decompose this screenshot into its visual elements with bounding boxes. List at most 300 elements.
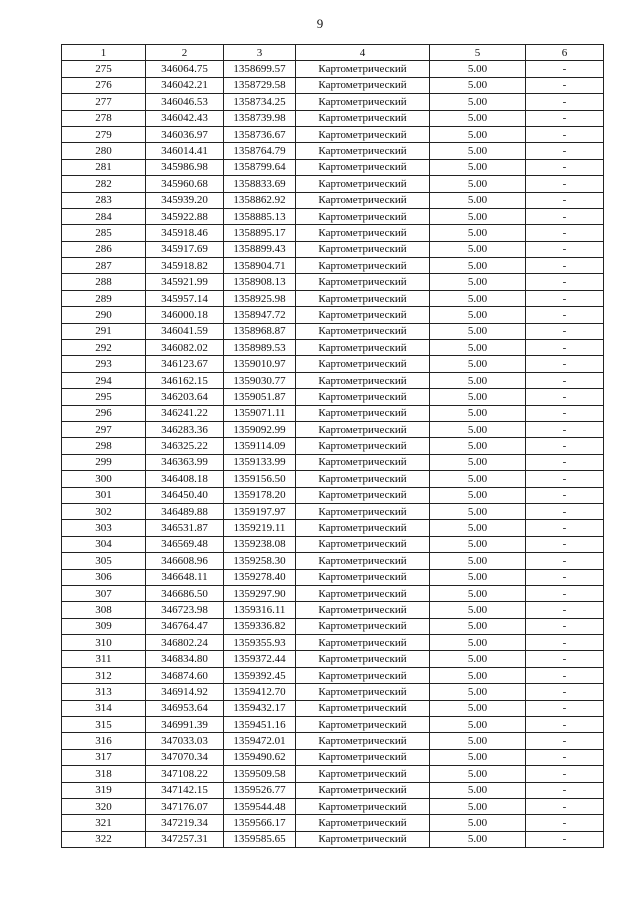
coordinates-table [61,44,604,848]
description-cell: - [526,569,604,585]
method-cell: Картометрический [296,569,430,585]
description-cell: - [526,585,604,601]
method-cell: Картометрический [296,356,430,372]
table-row [62,487,604,503]
y-coordinate-cell: 1359114.09 [224,438,296,454]
description-cell: - [526,700,604,716]
description-cell: - [526,602,604,618]
y-coordinate-cell: 1359412.70 [224,684,296,700]
accuracy-cell: 5.00 [430,159,526,175]
column-header: 6 [526,45,604,61]
point-number-cell: 318 [62,766,146,782]
description-cell: - [526,340,604,356]
point-number-cell: 304 [62,536,146,552]
table-row [62,815,604,831]
accuracy-cell: 5.00 [430,798,526,814]
description-cell: - [526,717,604,733]
point-number-cell: 298 [62,438,146,454]
x-coordinate-cell: 346608.96 [146,553,224,569]
accuracy-cell: 5.00 [430,635,526,651]
page-number: 9 [316,16,324,31]
x-coordinate-cell: 347257.31 [146,831,224,847]
method-cell: Картометрический [296,340,430,356]
x-coordinate-cell: 345939.20 [146,192,224,208]
accuracy-cell: 5.00 [430,143,526,159]
description-cell: - [526,733,604,749]
y-coordinate-cell: 1359451.16 [224,717,296,733]
description-cell: - [526,471,604,487]
method-cell: Картометрический [296,225,430,241]
accuracy-cell: 5.00 [430,340,526,356]
table-row [62,208,604,224]
method-cell: Картометрический [296,143,430,159]
point-number-cell: 284 [62,208,146,224]
point-number-cell: 276 [62,77,146,93]
x-coordinate-cell: 347070.34 [146,749,224,765]
table-row [62,618,604,634]
accuracy-cell: 5.00 [430,569,526,585]
table-row [62,667,604,683]
y-coordinate-cell: 1359278.40 [224,569,296,585]
description-cell: - [526,684,604,700]
method-cell: Картометрический [296,684,430,700]
table-row [62,290,604,306]
method-cell: Картометрический [296,389,430,405]
y-coordinate-cell: 1359544.48 [224,798,296,814]
point-number-cell: 309 [62,618,146,634]
table-row [62,553,604,569]
x-coordinate-cell: 346041.59 [146,323,224,339]
point-number-cell: 314 [62,700,146,716]
description-cell: - [526,372,604,388]
y-coordinate-cell: 1359372.44 [224,651,296,667]
method-cell: Картометрический [296,520,430,536]
table-row [62,225,604,241]
method-cell: Картометрический [296,749,430,765]
description-cell: - [526,782,604,798]
table-row [62,340,604,356]
accuracy-cell: 5.00 [430,503,526,519]
x-coordinate-cell: 345921.99 [146,274,224,290]
y-coordinate-cell: 1358764.79 [224,143,296,159]
point-number-cell: 310 [62,635,146,651]
x-coordinate-cell: 346489.88 [146,503,224,519]
y-coordinate-cell: 1358862.92 [224,192,296,208]
description-cell: - [526,192,604,208]
description-cell: - [526,766,604,782]
point-number-cell: 288 [62,274,146,290]
method-cell: Картометрический [296,798,430,814]
accuracy-cell: 5.00 [430,405,526,421]
method-cell: Картометрический [296,192,430,208]
point-number-cell: 312 [62,667,146,683]
method-cell: Картометрический [296,815,430,831]
point-number-cell: 294 [62,372,146,388]
x-coordinate-cell: 346241.22 [146,405,224,421]
accuracy-cell: 5.00 [430,176,526,192]
table-row [62,717,604,733]
x-coordinate-cell: 346531.87 [146,520,224,536]
y-coordinate-cell: 1359071.11 [224,405,296,421]
method-cell: Картометрический [296,307,430,323]
point-number-cell: 280 [62,143,146,159]
description-cell: - [526,274,604,290]
accuracy-cell: 5.00 [430,602,526,618]
y-coordinate-cell: 1358799.64 [224,159,296,175]
description-cell: - [526,126,604,142]
method-cell: Картометрический [296,471,430,487]
x-coordinate-cell: 346569.48 [146,536,224,552]
y-coordinate-cell: 1358908.13 [224,274,296,290]
point-number-cell: 321 [62,815,146,831]
y-coordinate-cell: 1358833.69 [224,176,296,192]
accuracy-cell: 5.00 [430,110,526,126]
accuracy-cell: 5.00 [430,782,526,798]
y-coordinate-cell: 1359472.01 [224,733,296,749]
table-row [62,438,604,454]
point-number-cell: 316 [62,733,146,749]
method-cell: Картометрический [296,176,430,192]
point-number-cell: 301 [62,487,146,503]
method-cell: Картометрический [296,733,430,749]
method-cell: Картометрический [296,159,430,175]
x-coordinate-cell: 346123.67 [146,356,224,372]
method-cell: Картометрический [296,77,430,93]
accuracy-cell: 5.00 [430,225,526,241]
table-row [62,372,604,388]
point-number-cell: 296 [62,405,146,421]
description-cell: - [526,290,604,306]
description-cell: - [526,667,604,683]
table-row [62,503,604,519]
method-cell: Картометрический [296,290,430,306]
point-number-cell: 305 [62,553,146,569]
y-coordinate-cell: 1358739.98 [224,110,296,126]
table-row [62,143,604,159]
accuracy-cell: 5.00 [430,651,526,667]
table-row [62,749,604,765]
y-coordinate-cell: 1358734.25 [224,94,296,110]
method-cell: Картометрический [296,585,430,601]
table-row [62,176,604,192]
accuracy-cell: 5.00 [430,553,526,569]
accuracy-cell: 5.00 [430,389,526,405]
y-coordinate-cell: 1359432.17 [224,700,296,716]
description-cell: - [526,110,604,126]
point-number-cell: 322 [62,831,146,847]
accuracy-cell: 5.00 [430,290,526,306]
y-coordinate-cell: 1359526.77 [224,782,296,798]
accuracy-cell: 5.00 [430,421,526,437]
x-coordinate-cell: 346408.18 [146,471,224,487]
table-row [62,651,604,667]
table-row [62,569,604,585]
point-number-cell: 313 [62,684,146,700]
accuracy-cell: 5.00 [430,208,526,224]
x-coordinate-cell: 346162.15 [146,372,224,388]
accuracy-cell: 5.00 [430,241,526,257]
description-cell: - [526,831,604,847]
x-coordinate-cell: 345960.68 [146,176,224,192]
accuracy-cell: 5.00 [430,94,526,110]
description-cell: - [526,61,604,77]
point-number-cell: 299 [62,454,146,470]
description-cell: - [526,94,604,110]
x-coordinate-cell: 346325.22 [146,438,224,454]
method-cell: Картометрический [296,618,430,634]
table-row [62,700,604,716]
y-coordinate-cell: 1358895.17 [224,225,296,241]
y-coordinate-cell: 1359297.90 [224,585,296,601]
x-coordinate-cell: 346283.36 [146,421,224,437]
table-row [62,258,604,274]
description-cell: - [526,651,604,667]
point-number-cell: 282 [62,176,146,192]
x-coordinate-cell: 346953.64 [146,700,224,716]
x-coordinate-cell: 346450.40 [146,487,224,503]
description-cell: - [526,323,604,339]
description-cell: - [526,176,604,192]
method-cell: Картометрический [296,258,430,274]
table-body [62,61,604,848]
table-row [62,126,604,142]
point-number-cell: 303 [62,520,146,536]
y-coordinate-cell: 1358925.98 [224,290,296,306]
column-header: 4 [296,45,430,61]
y-coordinate-cell: 1359509.58 [224,766,296,782]
x-coordinate-cell: 346723.98 [146,602,224,618]
accuracy-cell: 5.00 [430,372,526,388]
x-coordinate-cell: 346064.75 [146,61,224,77]
method-cell: Картометрический [296,61,430,77]
point-number-cell: 286 [62,241,146,257]
method-cell: Картометрический [296,126,430,142]
column-header: 3 [224,45,296,61]
method-cell: Картометрический [296,782,430,798]
accuracy-cell: 5.00 [430,356,526,372]
accuracy-cell: 5.00 [430,520,526,536]
description-cell: - [526,487,604,503]
point-number-cell: 297 [62,421,146,437]
table-row [62,77,604,93]
point-number-cell: 317 [62,749,146,765]
x-coordinate-cell: 345986.98 [146,159,224,175]
point-number-cell: 293 [62,356,146,372]
description-cell: - [526,405,604,421]
y-coordinate-cell: 1359092.99 [224,421,296,437]
y-coordinate-cell: 1359490.62 [224,749,296,765]
table-row [62,356,604,372]
method-cell: Картометрический [296,651,430,667]
point-number-cell: 279 [62,126,146,142]
method-cell: Картометрический [296,635,430,651]
x-coordinate-cell: 346874.60 [146,667,224,683]
y-coordinate-cell: 1359178.20 [224,487,296,503]
x-coordinate-cell: 346914.92 [146,684,224,700]
x-coordinate-cell: 346834.80 [146,651,224,667]
x-coordinate-cell: 345917.69 [146,241,224,257]
table-row [62,241,604,257]
point-number-cell: 281 [62,159,146,175]
accuracy-cell: 5.00 [430,733,526,749]
table-row [62,307,604,323]
x-coordinate-cell: 346014.41 [146,143,224,159]
table-row [62,782,604,798]
description-cell: - [526,618,604,634]
table-row [62,766,604,782]
point-number-cell: 289 [62,290,146,306]
method-cell: Картометрический [296,94,430,110]
x-coordinate-cell: 346203.64 [146,389,224,405]
x-coordinate-cell: 347033.03 [146,733,224,749]
method-cell: Картометрический [296,487,430,503]
x-coordinate-cell: 346082.02 [146,340,224,356]
table-row [62,520,604,536]
x-coordinate-cell: 345922.88 [146,208,224,224]
description-cell: - [526,307,604,323]
x-coordinate-cell: 347176.07 [146,798,224,814]
table-row [62,684,604,700]
x-coordinate-cell: 346686.50 [146,585,224,601]
description-cell: - [526,503,604,519]
method-cell: Картометрический [296,831,430,847]
point-number-cell: 311 [62,651,146,667]
x-coordinate-cell: 346648.11 [146,569,224,585]
method-cell: Картометрический [296,372,430,388]
table-row [62,421,604,437]
table-row [62,733,604,749]
table-row [62,585,604,601]
y-coordinate-cell: 1359010.97 [224,356,296,372]
description-cell: - [526,438,604,454]
x-coordinate-cell: 347108.22 [146,766,224,782]
y-coordinate-cell: 1358947.72 [224,307,296,323]
y-coordinate-cell: 1359156.50 [224,471,296,487]
method-cell: Картометрический [296,536,430,552]
accuracy-cell: 5.00 [430,831,526,847]
accuracy-cell: 5.00 [430,717,526,733]
x-coordinate-cell: 346042.21 [146,77,224,93]
description-cell: - [526,159,604,175]
x-coordinate-cell: 346991.39 [146,717,224,733]
accuracy-cell: 5.00 [430,585,526,601]
x-coordinate-cell: 347219.34 [146,815,224,831]
method-cell: Картометрический [296,438,430,454]
point-number-cell: 302 [62,503,146,519]
accuracy-cell: 5.00 [430,274,526,290]
description-cell: - [526,225,604,241]
point-number-cell: 315 [62,717,146,733]
accuracy-cell: 5.00 [430,766,526,782]
accuracy-cell: 5.00 [430,471,526,487]
accuracy-cell: 5.00 [430,667,526,683]
table-row [62,389,604,405]
description-cell: - [526,815,604,831]
accuracy-cell: 5.00 [430,618,526,634]
description-cell: - [526,635,604,651]
method-cell: Картометрический [296,274,430,290]
y-coordinate-cell: 1358699.57 [224,61,296,77]
method-cell: Картометрический [296,553,430,569]
description-cell: - [526,258,604,274]
point-number-cell: 275 [62,61,146,77]
x-coordinate-cell: 347142.15 [146,782,224,798]
description-cell: - [526,143,604,159]
point-number-cell: 285 [62,225,146,241]
table-row [62,536,604,552]
y-coordinate-cell: 1359133.99 [224,454,296,470]
method-cell: Картометрический [296,667,430,683]
x-coordinate-cell: 346764.47 [146,618,224,634]
x-coordinate-cell: 345918.46 [146,225,224,241]
point-number-cell: 319 [62,782,146,798]
y-coordinate-cell: 1359258.30 [224,553,296,569]
description-cell: - [526,389,604,405]
table-row [62,94,604,110]
y-coordinate-cell: 1358899.43 [224,241,296,257]
x-coordinate-cell: 345957.14 [146,290,224,306]
table-row [62,602,604,618]
y-coordinate-cell: 1359030.77 [224,372,296,388]
method-cell: Картометрический [296,717,430,733]
point-number-cell: 306 [62,569,146,585]
x-coordinate-cell: 346000.18 [146,307,224,323]
description-cell: - [526,356,604,372]
x-coordinate-cell: 345918.82 [146,258,224,274]
accuracy-cell: 5.00 [430,77,526,93]
method-cell: Картометрический [296,454,430,470]
description-cell: - [526,208,604,224]
x-coordinate-cell: 346363.99 [146,454,224,470]
y-coordinate-cell: 1359336.82 [224,618,296,634]
accuracy-cell: 5.00 [430,487,526,503]
y-coordinate-cell: 1358729.58 [224,77,296,93]
table-row [62,192,604,208]
method-cell: Картометрический [296,208,430,224]
table-row [62,405,604,421]
method-cell: Картометрический [296,700,430,716]
accuracy-cell: 5.00 [430,438,526,454]
accuracy-cell: 5.00 [430,536,526,552]
table-row [62,110,604,126]
accuracy-cell: 5.00 [430,192,526,208]
y-coordinate-cell: 1359051.87 [224,389,296,405]
y-coordinate-cell: 1359392.45 [224,667,296,683]
table-row [62,454,604,470]
table-header-row [62,45,604,61]
accuracy-cell: 5.00 [430,454,526,470]
table-row [62,635,604,651]
accuracy-cell: 5.00 [430,126,526,142]
table-row [62,831,604,847]
description-cell: - [526,520,604,536]
description-cell: - [526,749,604,765]
accuracy-cell: 5.00 [430,307,526,323]
x-coordinate-cell: 346046.53 [146,94,224,110]
description-cell: - [526,77,604,93]
accuracy-cell: 5.00 [430,684,526,700]
point-number-cell: 278 [62,110,146,126]
method-cell: Картометрический [296,241,430,257]
x-coordinate-cell: 346042.43 [146,110,224,126]
y-coordinate-cell: 1359585.65 [224,831,296,847]
point-number-cell: 287 [62,258,146,274]
column-header: 5 [430,45,526,61]
method-cell: Картометрический [296,110,430,126]
method-cell: Картометрический [296,503,430,519]
x-coordinate-cell: 346036.97 [146,126,224,142]
description-cell: - [526,241,604,257]
